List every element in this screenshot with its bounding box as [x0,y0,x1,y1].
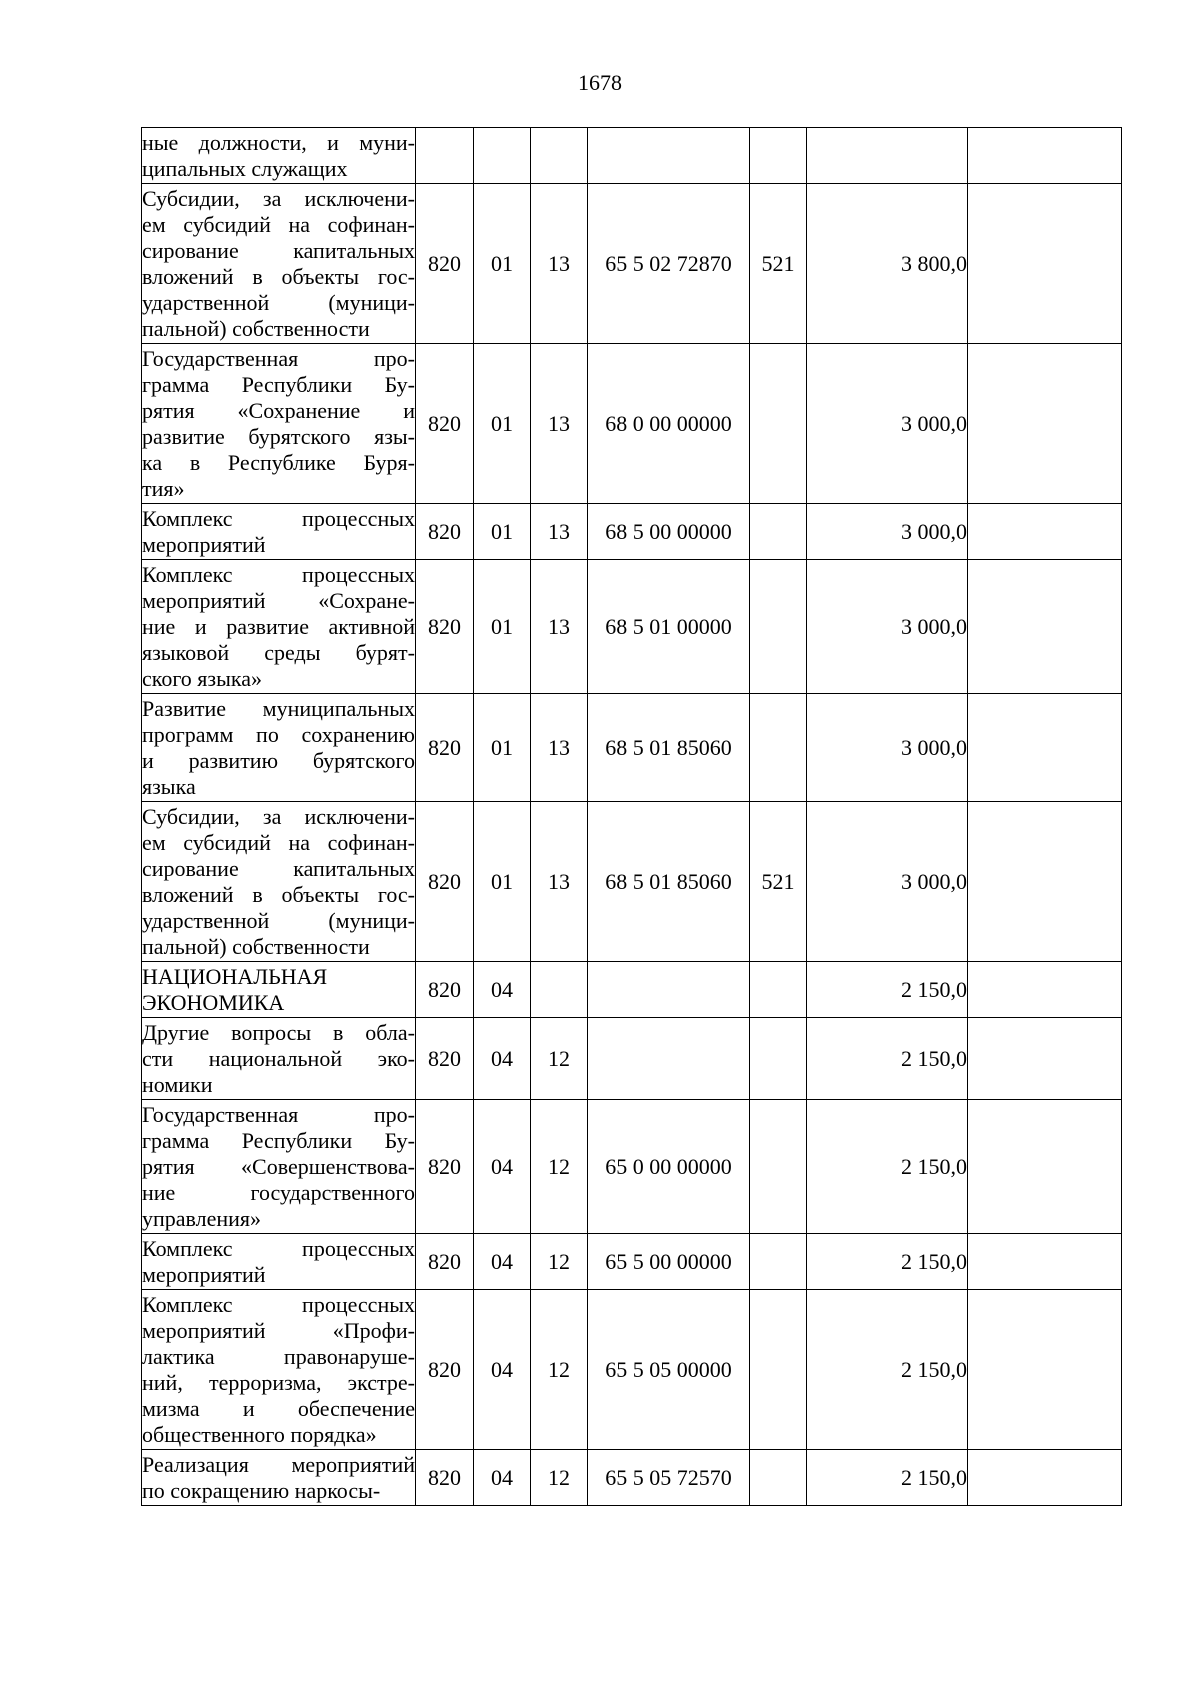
item-name-line: вложений в объекты гос- [142,263,415,289]
item-name-line: языковой среды бурят- [142,639,415,665]
target-article-cell: 65 5 02 72870 [588,184,750,344]
table-row [142,504,1122,560]
item-name-line: ударственной (муници- [142,907,415,933]
item-name-line: развитие бурятского язы- [142,423,415,449]
section-code-cell: 04 [474,962,531,1018]
subsection-code-cell: 13 [531,344,588,504]
amount-cell: 3 000,0 [807,504,968,560]
item-name-line: ем субсидий на софинан- [142,211,415,237]
empty-cell [968,1234,1122,1290]
target-article-cell: 65 5 00 00000 [588,1234,750,1290]
target-article-cell [588,962,750,1018]
amount-cell: 2 150,0 [807,1234,968,1290]
subsection-code-cell: 12 [531,1100,588,1234]
item-name-line: рятия «Сохранение и [142,397,415,423]
expense-type-cell [750,694,807,802]
subsection-code-cell: 12 [531,1290,588,1450]
item-name-line: по сокращению наркосы- [142,1477,381,1503]
item-name-line: Комплекс процессных [142,561,415,587]
empty-cell [968,694,1122,802]
item-name-line: мероприятий «Сохране- [142,587,415,613]
target-article-cell: 68 5 01 85060 [588,694,750,802]
item-name-line: сирование капитальных [142,237,415,263]
item-name-line: Комплекс процессных [142,505,415,531]
subsection-code-cell: 13 [531,560,588,694]
subsection-code-cell: 13 [531,802,588,962]
expense-type-cell [750,1100,807,1234]
target-article-cell: 68 5 00 00000 [588,504,750,560]
amount-cell: 2 150,0 [807,1450,968,1506]
item-name-line: мероприятий [142,1261,266,1287]
section-code-cell: 01 [474,560,531,694]
item-name-line: Субсидии, за исключени- [142,803,415,829]
item-name-cell [142,128,416,184]
table-row [142,1290,1122,1450]
expense-type-cell [750,1234,807,1290]
section-code-cell: 01 [474,344,531,504]
subsection-code-cell [531,128,588,184]
amount-cell: 2 150,0 [807,1100,968,1234]
expense-type-cell [750,344,807,504]
empty-cell [968,1018,1122,1100]
item-name-line: Государственная про- [142,345,415,371]
item-name-line: ем субсидий на софинан- [142,829,415,855]
item-name-line: НАЦИОНАЛЬНАЯ [142,963,328,989]
expense-type-cell [750,962,807,1018]
item-name-line: ние и развитие активной [142,613,415,639]
subsection-code-cell: 12 [531,1018,588,1100]
table-row [142,962,1122,1018]
item-name-line: грамма Республики Бу- [142,1127,415,1153]
admin-code-cell [416,128,474,184]
section-code-cell: 01 [474,802,531,962]
subsection-code-cell [531,962,588,1018]
target-article-cell: 68 5 01 00000 [588,560,750,694]
item-name-cell [142,1018,416,1100]
item-name-line: сти национальной эко- [142,1045,415,1071]
target-article-cell: 65 5 05 72570 [588,1450,750,1506]
target-article-cell: 65 5 05 00000 [588,1290,750,1450]
item-name-line: и развитию бурятского [142,747,415,773]
item-name-line: вложений в объекты гос- [142,881,415,907]
subsection-code-cell: 13 [531,504,588,560]
section-code-cell: 04 [474,1450,531,1506]
item-name-line: пальной) собственности [142,315,370,341]
page-number: 1678 [578,70,622,95]
section-code-cell: 01 [474,694,531,802]
item-name-line: номики [142,1071,213,1097]
amount-cell: 3 000,0 [807,560,968,694]
admin-code-cell: 820 [416,504,474,560]
item-name-line: ударственной (муници- [142,289,415,315]
item-name-line: управления» [142,1205,262,1231]
admin-code-cell: 820 [416,962,474,1018]
expense-type-cell [750,1018,807,1100]
item-name-line: ние государственного [142,1179,415,1205]
item-name-cell [142,344,416,504]
item-name-line: Другие вопросы в обла- [142,1019,415,1045]
section-code-cell: 04 [474,1018,531,1100]
admin-code-cell: 820 [416,1234,474,1290]
expense-type-cell: 521 [750,184,807,344]
item-name-line: Развитие муниципальных [142,695,415,721]
admin-code-cell: 820 [416,1018,474,1100]
admin-code-cell: 820 [416,1290,474,1450]
item-name-cell [142,1290,416,1450]
subsection-code-cell: 13 [531,694,588,802]
target-article-cell [588,1018,750,1100]
item-name-line: ЭКОНОМИКА [142,989,285,1015]
admin-code-cell: 820 [416,802,474,962]
target-article-cell [588,128,750,184]
item-name-line: языка [142,773,196,799]
item-name-line: пальной) собственности [142,933,370,959]
item-name-cell [142,1234,416,1290]
section-code-cell: 01 [474,184,531,344]
section-code-cell: 01 [474,504,531,560]
expense-type-cell [750,1450,807,1506]
subsection-code-cell: 13 [531,184,588,344]
empty-cell [968,1100,1122,1234]
table-row [142,128,1122,184]
item-name-line: сирование капитальных [142,855,415,881]
empty-cell [968,504,1122,560]
admin-code-cell: 820 [416,1100,474,1234]
section-code-cell: 04 [474,1100,531,1234]
section-code-cell [474,128,531,184]
table-row [142,802,1122,962]
admin-code-cell: 820 [416,1450,474,1506]
item-name-line: Реализация мероприятий [142,1451,415,1477]
item-name-line: общественного порядка» [142,1421,377,1447]
item-name-cell [142,802,416,962]
item-name-line: ципальных служащих [142,155,348,181]
table-body [142,128,1122,1506]
item-name-line: мероприятий «Профи- [142,1317,415,1343]
table-row [142,344,1122,504]
section-code-cell: 04 [474,1234,531,1290]
expense-type-cell [750,504,807,560]
item-name-cell [142,1450,416,1506]
expense-type-cell [750,1290,807,1450]
admin-code-cell: 820 [416,694,474,802]
expense-type-cell: 521 [750,802,807,962]
item-name-line: Субсидии, за исключени- [142,185,415,211]
table-row [142,1018,1122,1100]
empty-cell [968,128,1122,184]
amount-cell: 3 800,0 [807,184,968,344]
amount-cell: 2 150,0 [807,1018,968,1100]
item-name-line: Комплекс процессных [142,1291,415,1317]
empty-cell [968,802,1122,962]
item-name-line: Государственная про- [142,1101,415,1127]
item-name-line: программ по сохранению [142,721,415,747]
amount-cell: 2 150,0 [807,962,968,1018]
empty-cell [968,184,1122,344]
subsection-code-cell: 12 [531,1450,588,1506]
empty-cell [968,1290,1122,1450]
item-name-line: мизма и обеспечение [142,1395,415,1421]
item-name-cell [142,962,416,1018]
table-row [142,184,1122,344]
amount-cell: 3 000,0 [807,694,968,802]
admin-code-cell: 820 [416,560,474,694]
table-row [142,1234,1122,1290]
item-name-line: ний, терроризма, экстре- [142,1369,415,1395]
table-row [142,560,1122,694]
empty-cell [968,1450,1122,1506]
item-name-line: ные должности, и муни- [142,129,415,155]
empty-cell [968,962,1122,1018]
item-name-cell [142,504,416,560]
amount-cell: 2 150,0 [807,1290,968,1450]
admin-code-cell: 820 [416,184,474,344]
amount-cell: 3 000,0 [807,344,968,504]
item-name-cell [142,560,416,694]
item-name-cell [142,184,416,344]
subsection-code-cell: 12 [531,1234,588,1290]
item-name-cell [142,1100,416,1234]
table-row [142,694,1122,802]
target-article-cell: 68 0 00 00000 [588,344,750,504]
item-name-line: мероприятий [142,531,266,557]
item-name-cell [142,694,416,802]
target-article-cell: 68 5 01 85060 [588,802,750,962]
item-name-line: рятия «Совершенствова- [142,1153,415,1179]
expense-type-cell [750,560,807,694]
item-name-line: ка в Республике Буря- [142,449,415,475]
item-name-line: тия» [142,475,185,501]
expense-type-cell [750,128,807,184]
item-name-line: лактика правонаруше- [142,1343,415,1369]
item-name-line: ского языка» [142,665,263,691]
target-article-cell: 65 0 00 00000 [588,1100,750,1234]
table-row [142,1100,1122,1234]
amount-cell: 3 000,0 [807,802,968,962]
item-name-line: грамма Республики Бу- [142,371,415,397]
admin-code-cell: 820 [416,344,474,504]
amount-cell [807,128,968,184]
empty-cell [968,344,1122,504]
section-code-cell: 04 [474,1290,531,1450]
budget-table [141,127,1122,1506]
table-row [142,1450,1122,1506]
item-name-line: Комплекс процессных [142,1235,415,1261]
empty-cell [968,560,1122,694]
